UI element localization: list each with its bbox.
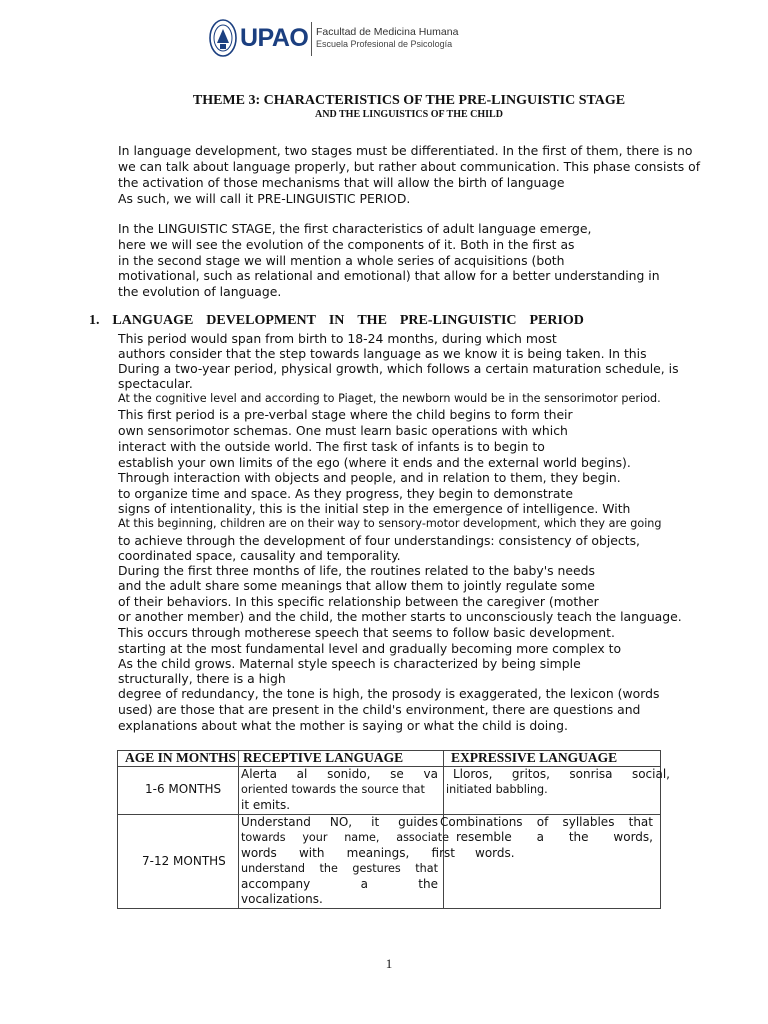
cell-word: va <box>423 767 438 781</box>
intro-p2-line: motivational, such as relational and emotional) that allow for a better understanding in <box>118 268 660 283</box>
section-number: 1. <box>89 313 100 328</box>
table-column-divider <box>238 751 239 908</box>
table-cell-receptive-line: vocalizations. <box>241 892 323 906</box>
cell-word: syllables <box>562 815 615 829</box>
section-line: to achieve through the development of four understandings: consistency of objects, <box>118 533 640 548</box>
cell-word: that <box>415 862 438 875</box>
table-header-age: AGE IN MONTHS <box>125 750 237 765</box>
cell-word: a <box>536 830 544 844</box>
section-title-word: LANGUAGE <box>112 313 194 328</box>
table-cell-receptive-line <box>241 830 449 845</box>
language-development-table <box>117 750 670 909</box>
school-name: Escuela Profesional de Psicología <box>316 39 453 49</box>
section-line: to organize time and space. As they progress, they begin to demonstrate <box>118 486 573 501</box>
cell-word: a <box>360 877 368 891</box>
cell-word: gestures <box>352 862 401 875</box>
section-line: Through interaction with objects and people, and in relation to them, they begin. <box>118 470 621 485</box>
section-line: As the child grows. Maternal style speech is characterized by being simple <box>118 656 581 671</box>
cell-word: meanings, <box>346 846 410 860</box>
cell-word: your <box>302 831 328 844</box>
section-line: spectacular. <box>118 376 193 391</box>
section-line: At this beginning, children are on their way to sensory-motor development, which they are going <box>118 517 662 530</box>
section-line: interact with the outside world. The first task of infants is to begin to <box>118 439 545 454</box>
section-line: own sensorimotor schemas. One must learn basic operations with which <box>118 423 568 438</box>
intro-p2-line: in the second stage we will mention a whole series of acquisitions (both <box>118 253 565 268</box>
table-cell-receptive-line <box>241 767 438 782</box>
table-cell-expressive-line: initiated babbling. <box>446 783 548 796</box>
cell-word: se <box>390 767 404 781</box>
cell-word: Lloros, <box>453 767 493 781</box>
table-cell-receptive-line: oriented towards the source that <box>241 783 425 796</box>
university-seal-icon <box>208 17 238 59</box>
section-line: and the adult share some meanings that allow them to jointly regulate some <box>118 578 595 593</box>
section-line: of their behaviors. In this specific relationship between the caregiver (mother <box>118 594 599 609</box>
section-line: During the first three months of life, the routines related to the baby's needs <box>118 563 595 578</box>
cell-word: associate <box>396 831 449 844</box>
cell-word: it <box>371 815 380 829</box>
cell-word: the <box>319 862 338 875</box>
cell-word: name, <box>344 831 380 844</box>
institution-header <box>206 14 476 64</box>
section-title-word: PRE-LINGUISTIC <box>399 313 517 328</box>
table-cell-expressive-line: words. <box>475 846 515 860</box>
page-number: 1 <box>385 956 393 971</box>
cell-word: gritos, <box>511 767 550 781</box>
section-title-word: DEVELOPMENT <box>206 313 316 328</box>
section-line: establish your own limits of the ego (where it ends and the external world begins). <box>118 455 631 470</box>
intro-p2-line: here we will see the evolution of the components of it. Both in the first as <box>118 237 575 252</box>
section-title-word: IN <box>328 313 345 328</box>
table-cell-receptive-line <box>241 846 455 861</box>
cell-word: Alerta <box>241 767 277 781</box>
table-cell-expressive-line <box>456 830 653 845</box>
intro-p1-line: we can talk about language properly, but rather about communication. This phase consists of <box>118 159 701 174</box>
cell-word: words, <box>613 830 653 844</box>
cell-word: sonido, <box>327 767 371 781</box>
table-cell-receptive-line <box>241 815 438 830</box>
section-line: At the cognitive level and according to Piaget, the newborn would be in the sensorimotor period. <box>118 392 661 405</box>
cell-word: social, <box>631 767 670 781</box>
section-line: degree of redundancy, the tone is high, the prosody is exaggerated, the lexicon (words <box>118 686 660 701</box>
cell-word: understand <box>241 862 306 875</box>
cell-word: the <box>418 877 438 891</box>
cell-word: accompany <box>241 877 311 891</box>
cell-word: guides <box>398 815 438 829</box>
intro-p1-line: As such, we will call it PRE-LINGUISTIC PERIOD. <box>118 191 411 206</box>
cell-word: with <box>298 846 325 860</box>
cell-word: first <box>431 846 455 860</box>
table-cell-expressive-line <box>440 815 653 830</box>
table-cell-receptive-line <box>241 877 438 892</box>
header-divider <box>311 22 312 56</box>
university-logo-text: UPAO <box>240 24 309 52</box>
document-subtitle: AND THE LINGUISTICS OF THE CHILD <box>315 109 503 120</box>
table-cell-receptive-line <box>241 861 438 876</box>
faculty-name: Facultad de Medicina Humana <box>316 26 459 38</box>
cell-word: NO, <box>329 815 353 829</box>
cell-word: towards <box>241 831 286 844</box>
cell-word: of <box>536 815 549 829</box>
section-line: or another member) and the child, the mother starts to unconsciously teach the language. <box>118 609 682 624</box>
intro-p1-line: the activation of those mechanisms that will allow the birth of language <box>118 175 565 190</box>
table-header-receptive: RECEPTIVE LANGUAGE <box>243 750 404 765</box>
cell-word: sonrisa <box>569 767 613 781</box>
section-line: This period would span from birth to 18-24 months, during which most <box>118 331 557 346</box>
section-title-word: THE <box>357 313 387 328</box>
section-heading <box>89 313 584 329</box>
section-line: This first period is a pre-verbal stage where the child begins to form their <box>118 407 573 422</box>
table-cell-expressive-line <box>453 767 670 782</box>
section-line: signs of intentionality, this is the initial step in the emergence of intelligence. With <box>118 501 631 516</box>
cell-word: Understand <box>241 815 311 829</box>
cell-word: that <box>628 815 653 829</box>
section-title-word: PERIOD <box>529 313 584 328</box>
table-cell-receptive-line: it emits. <box>241 798 291 812</box>
table-cell-age: 1-6 MONTHS <box>145 782 222 796</box>
document-title: THEME 3: CHARACTERISTICS OF THE PRE-LINGUISTIC STAGE <box>192 93 626 108</box>
section-line: coordinated space, causality and temporality. <box>118 548 401 563</box>
section-line: used) are those that are present in the child's environment, there are questions and <box>118 702 641 717</box>
cell-word: resemble <box>456 830 512 844</box>
cell-word: words <box>241 846 277 860</box>
section-line: structurally, there is a high <box>118 671 286 686</box>
cell-word: al <box>296 767 308 781</box>
section-line: This occurs through motherese speech that seems to follow basic development. <box>118 625 615 640</box>
table-cell-age: 7-12 MONTHS <box>142 854 226 868</box>
cell-word: the <box>568 830 589 844</box>
table-header-expressive: EXPRESSIVE LANGUAGE <box>451 750 618 765</box>
section-line: authors consider that the step towards language as we know it is being taken. In this <box>118 346 647 361</box>
section-line: explanations about what the mother is saying or what the child is doing. <box>118 718 568 733</box>
cell-word: Combinations <box>440 815 523 829</box>
intro-p1-line: In language development, two stages must be differentiated. In the first of them, there is no <box>118 143 693 158</box>
intro-p2-line: In the LINGUISTIC STAGE, the first characteristics of adult language emerge, <box>118 221 592 236</box>
intro-p2-line: the evolution of language. <box>118 284 282 299</box>
section-line: starting at the most fundamental level and gradually becoming more complex to <box>118 641 622 656</box>
section-line: During a two-year period, physical growth, which follows a certain maturation schedule, is <box>118 361 679 376</box>
